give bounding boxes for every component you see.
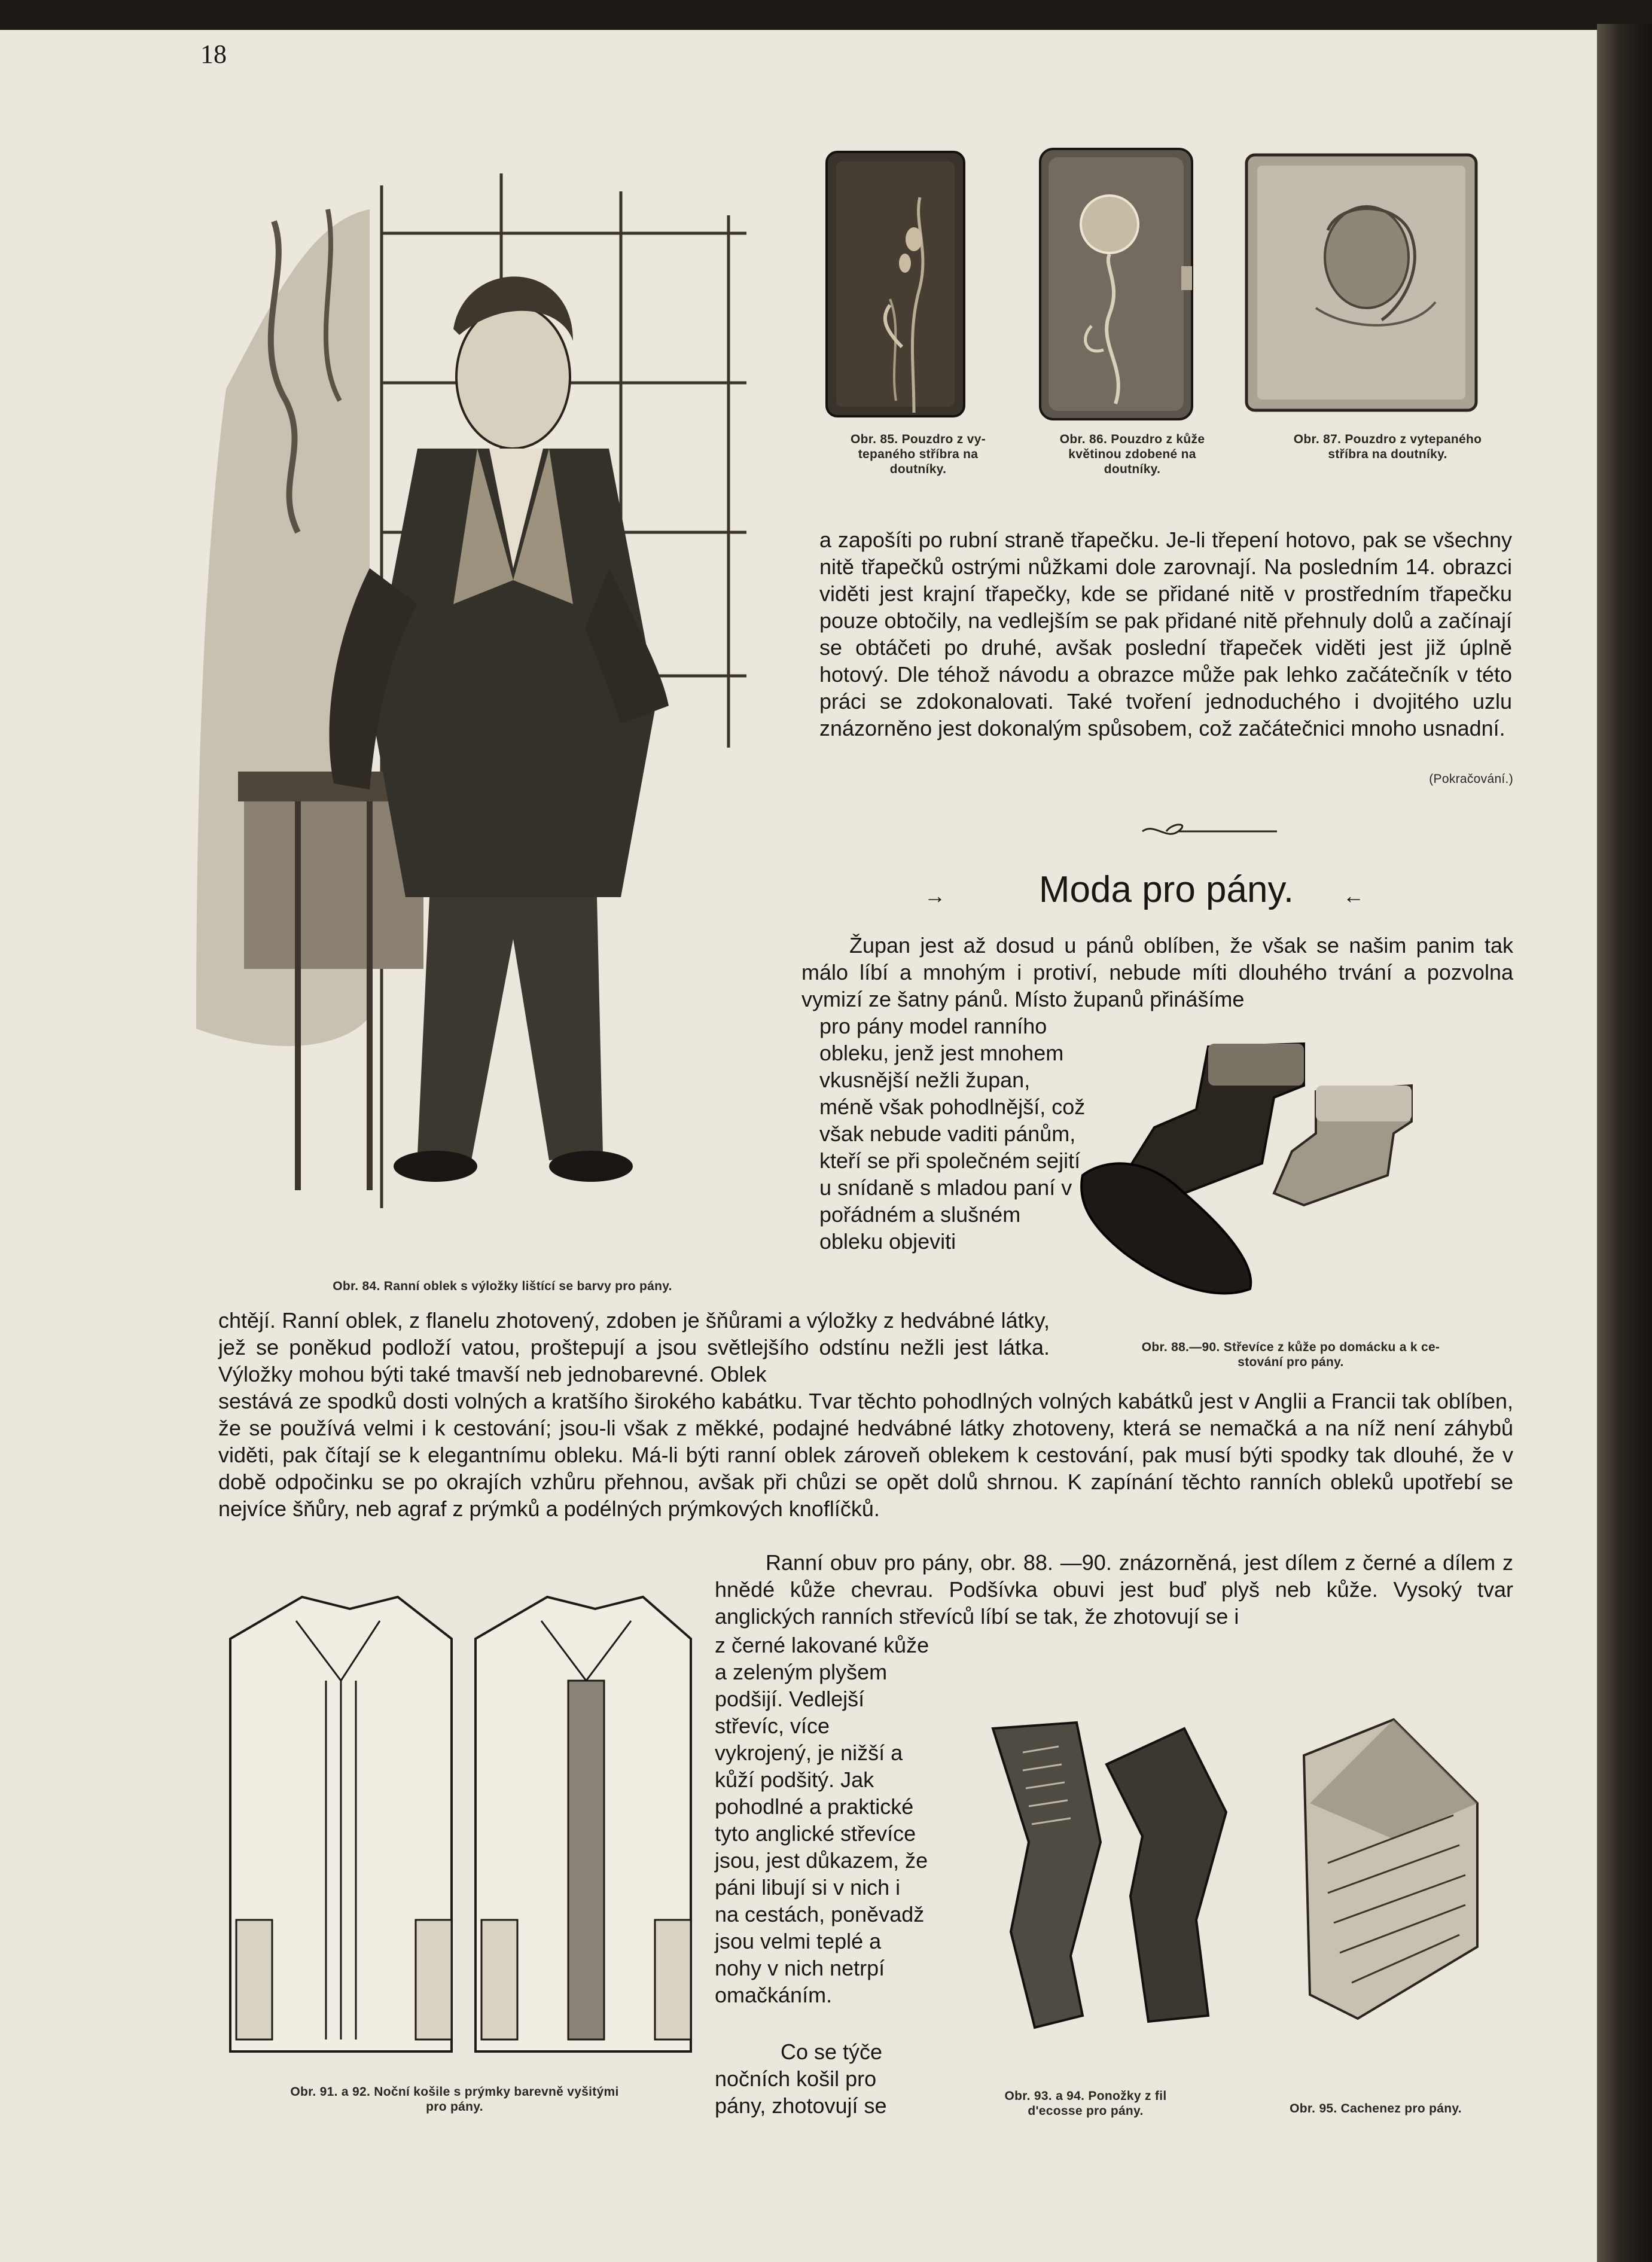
cigar-case-87-illustration <box>1244 153 1479 413</box>
title-flourish-right: ← <box>1343 884 1364 908</box>
continuation-paragraph: a zapošíti po rubní straně třapečku. Je-li třepení hotovo, pak se všechny nitě třapečků ostrými nůžkami dole zarovnají. Na posledním 14. obrazci viděti jest krajní třapečky, kde se přidané nitě v prostředním třapečku pouze obtočily, na vedlejším se pak přidané nitě přehnuly dolů a začínají se obtáčeti po druhé, avšak poslední třapeček viděti jest již úplně hotový. Dle téhož návodu a obrazce může pak lehko začátečník v této práci se zdokonalovati. Také tvoření jednoduchého i dvojitého uzlu znázorněno jest dokonalým spůsobem, což začátečnici mnoho usnadní. <box>819 528 1512 740</box>
paragraph-2-narrow: z černé lakované kůže a zeleným plyšem podšijí. Vedlejší střevíc, více vykrojený, je nižší a kůží podšitý. Jak pohodlné a praktické tyto anglické střevíce jsou, jest důkazem, že páni libují si v nich i na cestách, poněvadž jsou velmi teplé a nohy v nich netrpí omačkáním. <box>715 1633 929 2007</box>
cigar-case-86-illustration <box>1038 147 1194 422</box>
socks-illustration <box>981 1717 1244 2040</box>
paragraph-3: Co se týče nočních košil pro pány, zhotovují se <box>715 2040 887 2118</box>
cigar-case-85-illustration <box>824 150 967 419</box>
figure-87-caption: Obr. 87. Pouzdro z vytepaného stříbra na doutníky. <box>1293 432 1482 461</box>
slippers-illustration <box>1077 1038 1430 1316</box>
morning-suit-illustration <box>190 150 746 1268</box>
paragraph-1-left: chtějí. Ranní oblek, z flanelu zhotovený, zdoben je šňůrami a výložky z hedvábné látky, jež se poněkud podloží vatou, proštepují a jsou světlejšího odstínu nežli jest látka. Výložky mohou býti také tmavší neb jednobarevné. Oblek <box>218 1308 1050 1386</box>
book-spine <box>1597 24 1652 2262</box>
divider-ornament <box>1136 822 1280 840</box>
continuation-note: (Pokračování.) <box>1429 772 1513 786</box>
title-flourish-left: → <box>924 884 946 908</box>
figure-85-caption: Obr. 85. Pouzdro z vy- tepaného stříbra na doutníky. <box>851 432 986 476</box>
paragraph-2-wide: Ranní obuv pro pány, obr. 88. —90. znázorněná, jest dílem z černé a dílem z hnědé kůže chevrau. Podšívka obuvi jest buď plyš neb kůže. Vysoký tvar anglických ranních střevíců líbí se tak, že zhotovují se i <box>715 1550 1513 1629</box>
figure-86-caption: Obr. 86. Pouzdro z kůže květinou zdobené na doutníky. <box>1059 432 1205 476</box>
figure-84-caption: Obr. 84. Ranní oblek s výložky lištící se barvy pro pány. <box>333 1279 672 1293</box>
figure-91-caption: Obr. 91. a 92. Noční košile s prýmky barevně vyšitými pro pány. <box>290 2085 619 2114</box>
cachenez-illustration <box>1286 1708 1489 2042</box>
figure-88-caption: Obr. 88.—90. Střevíce z kůže po domácku a k ce- stování pro pány. <box>1141 1340 1440 1369</box>
paragraph-1-full: sestává ze spodků dosti volných a kratšího širokého kabátku. Tvar těchto pohodlných volných kabátků jest v Anglii a Francii tak oblíben, že se používá velmi i k cestování; jsou-li však z měkké, podajné hedvábné látky zhotoveny, která se nemačká a na níž není záhybů viděti, pak čítají se k elegantnímu obleku. Má-li býti ranní oblek zároveň oblekem k cestování, pak musí býti spodky tak dlouhé, že v době odpočinku se po okrajích vzhůru přehnou, avšak při chůzi se opět dolů shrnou. K zapínání těchto ranních obleků upotřebí se nejvíce šňůry, neb agraf z prýmků a podélných prýmkových knoflíčků. <box>218 1389 1513 1521</box>
night-shirts-illustration <box>218 1585 697 2075</box>
figure-95-caption: Obr. 95. Cachenez pro pány. <box>1290 2102 1462 2115</box>
figure-93-caption: Obr. 93. a 94. Ponožky z fil d'ecosse pro pány. <box>1004 2089 1167 2118</box>
page-number: 18 <box>200 39 227 69</box>
section-title: Moda pro pány. <box>1038 869 1294 910</box>
paragraph-1-wide: Župan jest až dosud u pánů oblíben, že však se našim panim tak málo líbí a mnohým i protiví, nebude míti dlouhého trvání a pozvolna vymizí ze šatny pánů. Místo županů přinášíme <box>801 933 1513 1011</box>
paragraph-1-narrow: pro pány model ranního obleku, jenž jest mnohem vkusnější nežli župan, méně však pohodlnější, což však nebude vaditi pánům, kteří se při společném sejití u snídaně s mladou paní v pořádném a slušném obleku objeviti <box>819 1014 1086 1254</box>
